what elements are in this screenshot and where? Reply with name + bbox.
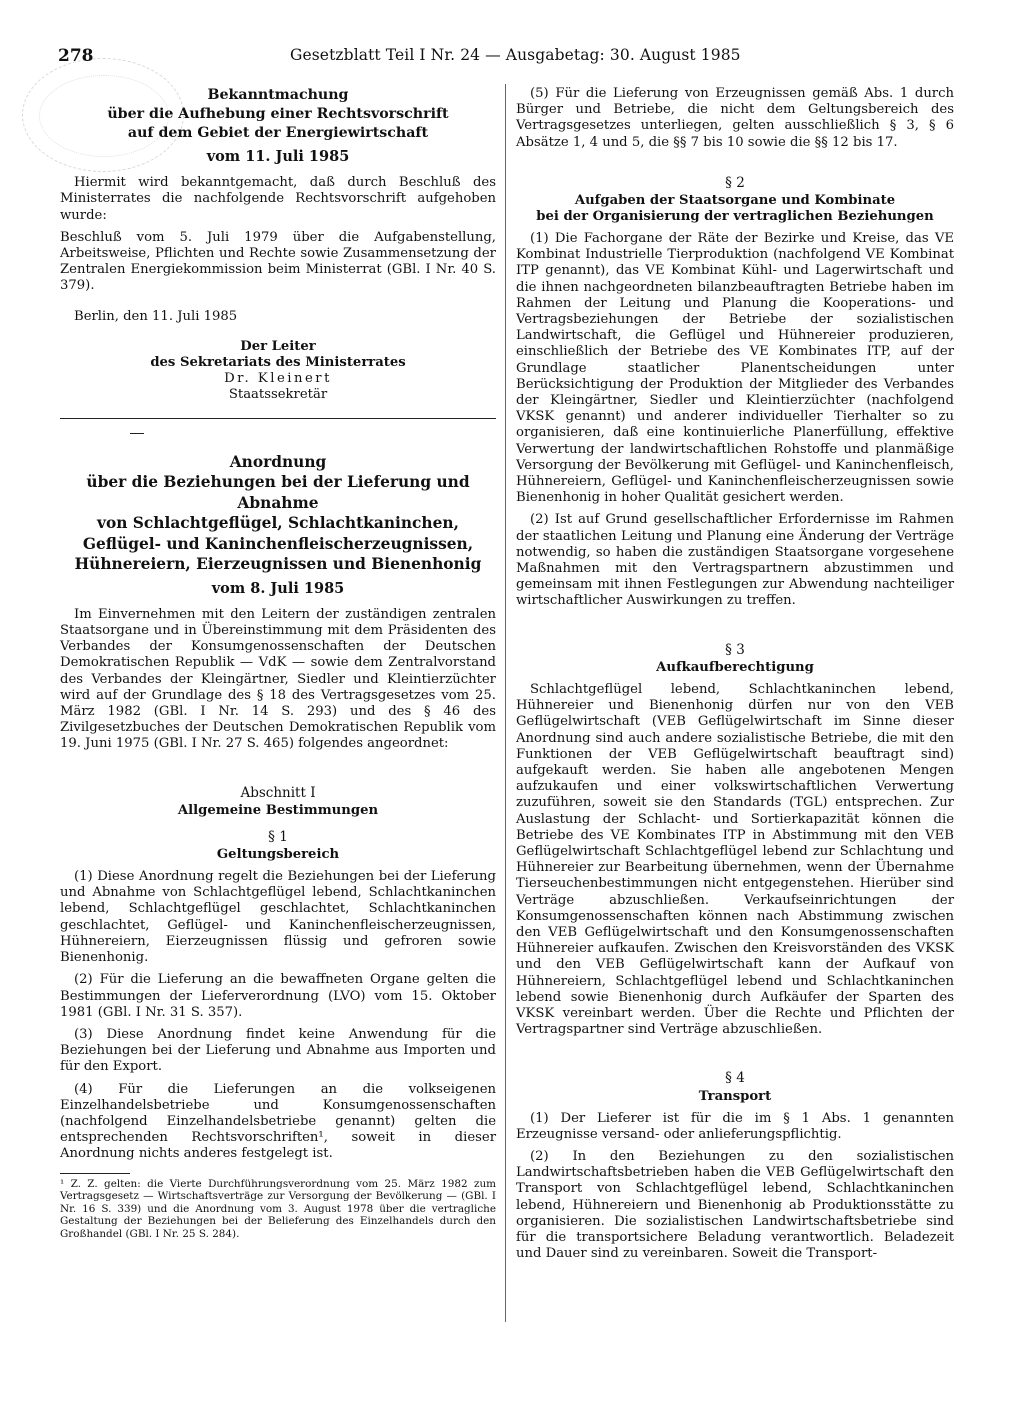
column-divider	[505, 84, 506, 1322]
clause: (1) Die Fachorgane der Räte der Bezirke und Kreise, das VE Kombinat Industrielle Tierproduktion (nachfolgend VE Kombinat ITP genannt), das VE Kombinat Kühl- und Lagerwirtschaft und die ihnen nachgeordneten bilanzbeauftragten Betriebe haben im Rahmen der Leitung und Planung die Kooperations- und Vertragsbeziehungen der Betriebe der sozialistischen Landwirtschaft, die Geflügel und Hühnereier produzieren, einschließlich der Betriebe des VE Kombinates ITP, auf der Grundlage staatlicher Planentscheidungen unter Berücksichtigung der Produktion der Mitglieder des Verbandes der Kleingärtner, Siedler und Kleintierzüchter (nachfolgend VKSK genannt) und anderer individueller Tierhalter so zu organisieren, daß eine kontinuierliche Planerfüllung, effektive Verwertung der landwirtschaftlichen Rohstoffe und planmäßige Versorgung der Bevölkerung mit Geflügel- und Kaninchenfleisch, Hühnereiern, Geflügel- und Kaninchenfleischerzeugnissen sowie Bienenhonig in hoher Qualität gesichert werden.	[516, 231, 954, 506]
section-rule	[60, 418, 496, 419]
paragraph-number: § 2	[725, 174, 745, 191]
signature-title: Staatssekretär	[228, 387, 328, 403]
section-title: Allgemeine Bestimmungen	[177, 802, 379, 818]
paragraph-number: § 3	[725, 641, 745, 658]
signature-role: Der Leiter	[240, 338, 316, 354]
clause: (2) Für die Lieferung an die bewaffneten Organe gelten die Bestimmungen der Lieferverordnung (LVO) vom 15. Oktober 1981 (GBl. I Nr. 31 S. 357).	[60, 972, 496, 1020]
notice-block	[60, 86, 496, 404]
short-dash	[130, 433, 144, 434]
paragraph-title: Geltungsbereich	[216, 847, 340, 863]
page-header	[58, 46, 958, 72]
order-date: vom 8. Juli 1985	[211, 579, 345, 597]
order-preamble: Im Einvernehmen mit den Leitern der zuständigen zentralen Staatsorgane und in Übereinstimmung mit dem Präsidenten des Verbandes der Konsumgenossenschaften der Deutschen Demokratischen Republik — VdK — sowie dem Zentralvorstand des Verbandes der Kleingärtner, Siedler und Kleintierzüchter wird auf der Grundlage des § 18 des Vertragsgesetzes vom 25. März 1982 (GBl. I Nr. 14 S. 293) und des § 46 des Zivilgesetzbuches der Deutschen Demokratischen Republik vom 19. Juni 1975 (GBl. I Nr. 27 S. 465) folgendes angeordnet:	[60, 606, 496, 752]
clause: Schlachtgeflügel lebend, Schlachtkaninchen lebend, Hühnereier und Bienenhonig dürfen nur von den VEB Geflügelwirtschaft (VEB Geflügelwirtschaft im Sinne dieser Anordnung sind auch andere sozialistische Betriebe, die mit den Funktionen der VEB Geflügelwirtschaft beauftragt sind) aufgekauft werden. Sie haben alle angebotenen Mengen aufzukaufen und einer volkswirtschaftlichen Verwertung zuzuführen, soweit sie den Standards (TGL) entsprechen. Zur Auslastung der Schlacht- und Sortierkapazität können die Betriebe des VE Kombinates ITP in Abstimmung mit den VEB Geflügelwirtschaft Schlachtgeflügel lebend zur Schlachtung und Hühnereier zur Bearbeitung übernehmen, wenn der Übernahme Tierseuchenbestimmungen nicht entgegenstehen. Hierüber sind Verträge abzuschließen. Verkaufseinrichtungen der Konsumgenossenschaften können nach Abstimmung zwischen den VEB Geflügelwirtschaft und den Konsumgenossenschaften Hühnereier aufkaufen. Zwischen den Kreisvorständen des VKSK und den VEB Geflügelwirtschaft kann der Aufkauf von Hühnereiern, Schlachtgeflügel lebend und Schlachtkaninchen lebend sowie Bienenhonig durch Aufkäufer der Sparten des VKSK vereinbart werden. Über die Rechte und Pflichten der Vertragspartner sind Verträge abzuschließen.	[516, 681, 954, 1038]
clause: (2) Ist auf Grund gesellschaftlicher Erfordernisse im Rahmen der staatlichen Leitung und Planung eine Änderung der Verträge notwendig, so haben die zuständigen Staatsorgane vorgesehene Maßnahmen mit den Vertragspartnern abzustimmen und gemeinsam mit ihnen Festlegungen zur Abwendung nachteiliger wirtschaftlicher Auswirkungen zu treffen.	[516, 512, 954, 609]
clause: (1) Der Lieferer ist für die im § 1 Abs. 1 genannten Erzeugnisse versand- oder anlieferungspflichtig.	[516, 1110, 954, 1142]
notice-date: vom 11. Juli 1985	[206, 148, 350, 165]
order-title-line: von Schlachtgeflügel, Schlachtkaninchen,	[97, 514, 459, 533]
paragraph-title: Aufkaufberechtigung	[656, 659, 814, 675]
paragraph-number: § 4	[725, 1070, 745, 1087]
left-column	[60, 86, 496, 1241]
right-column	[516, 86, 954, 1268]
paragraph-number: § 1	[268, 828, 288, 845]
order-title-line: Hühnereiern, Eierzeugnissen und Bienenhonig	[74, 555, 482, 574]
footnote: ¹ Z. Z. gelten: die Vierte Durchführungsverordnung vom 25. März 1982 zum Vertragsgesetz — Wirtschaftsverträge zur Versorgung der Bevölkerung — (GBl. I Nr. 16 S. 339) und die Anordnung vom 3. August 1978 über die vertragliche Gestaltung der Beziehungen bei der Belieferung des Einzelhandels durch den Großhandel (GBl. I Nr. 25 S. 284).	[60, 1177, 496, 1240]
paragraph-title: Aufgaben der Staatsorgane und Kombinate	[574, 193, 896, 209]
page-number: 278	[58, 46, 94, 66]
signature-role: des Sekretariats des Ministerrates	[150, 355, 406, 371]
paragraph-title: bei der Organisierung der vertraglichen Beziehungen	[536, 209, 934, 225]
clause: (2) In den Beziehungen zu den sozialistischen Landwirtschaftsbetrieben haben die VEB Geflügelwirtschaft den Transport von Schlachtgeflügel lebend, Schlachtkaninchen lebend, Hühnereiern und Bienenhonig ab Produktionsstätte zu organisieren. Die sozialistischen Landwirtschaftsbetriebe sind für die transportsichere Beladung verantwortlich. Beladezeit und Dauer sind zu vereinbaren. Soweit die Transport-	[516, 1148, 954, 1262]
clause: (5) Für die Lieferung von Erzeugnissen gemäß Abs. 1 durch Bürger und Betriebe, die nicht dem Geltungsbereich des Vertragsgesetzes unterliegen, gelten ausschließlich § 3, § 6 Absätze 1, 4 und 5, die §§ 7 bis 10 sowie die §§ 12 bis 17.	[516, 86, 954, 150]
header-title: Gesetzblatt Teil I Nr. 24 — Ausgabetag: 30. August 1985	[290, 46, 741, 64]
order-title-line: Anordnung	[229, 452, 327, 471]
signature-name: Dr. Kleinert	[224, 371, 332, 387]
notice-title-line: Bekanntmachung	[207, 87, 349, 103]
notice-paragraph: Hiermit wird bekanntgemacht, daß durch Beschluß des Ministerrates die nachfolgende Rechtsvorschrift aufgehoben wurde:	[60, 175, 496, 223]
section-label: Abschnitt I	[240, 784, 316, 801]
clause: (3) Diese Anordnung findet keine Anwendung für die Beziehungen bei der Lieferung und Abnahme aus Importen und für den Export.	[60, 1026, 496, 1075]
clause: (1) Diese Anordnung regelt die Beziehungen bei der Lieferung und Abnahme von Schlachtgeflügel lebend, Schlachtkaninchen lebend, Schlachtgeflügel geschlachtet, Schlachtkaninchen geschlachtet, Geflügel- und Kaninchenfleischerzeugnissen, Hühnereiern, Eierzeugnissen flüssig und gefroren sowie Bienenhonig.	[60, 869, 496, 966]
clause: (4) Für die Lieferungen an die volkseigenen Einzelhandelsbetriebe und Konsumgenossenschaften (nachfolgend Einzelhandelsbetriebe genannt) gelten die entsprechenden Rechtsvorschriften¹, soweit in dieser Anordnung nichts anderes festgelegt ist.	[60, 1081, 496, 1162]
notice-title-line: über die Aufhebung einer Rechtsvorschrift	[107, 106, 449, 122]
paragraph-title: Transport	[698, 1088, 772, 1104]
order-title-line: Geflügel- und Kaninchenfleischerzeugnissen,	[82, 534, 474, 553]
notice-title-line: auf dem Gebiet der Energiewirtschaft	[127, 125, 429, 141]
footnote-rule	[60, 1173, 130, 1174]
notice-place-date: Berlin, den 11. Juli 1985	[74, 308, 238, 324]
order-block	[60, 452, 496, 1241]
notice-paragraph: Beschluß vom 5. Juli 1979 über die Aufgabenstellung, Arbeitsweise, Pflichten und Rechte sowie Zusammensetzung der Zentralen Energiekommission beim Ministerrat (GBl. I Nr. 40 S. 379).	[60, 229, 496, 294]
order-title-line: über die Beziehungen bei der Lieferung und Abnahme	[86, 473, 470, 512]
